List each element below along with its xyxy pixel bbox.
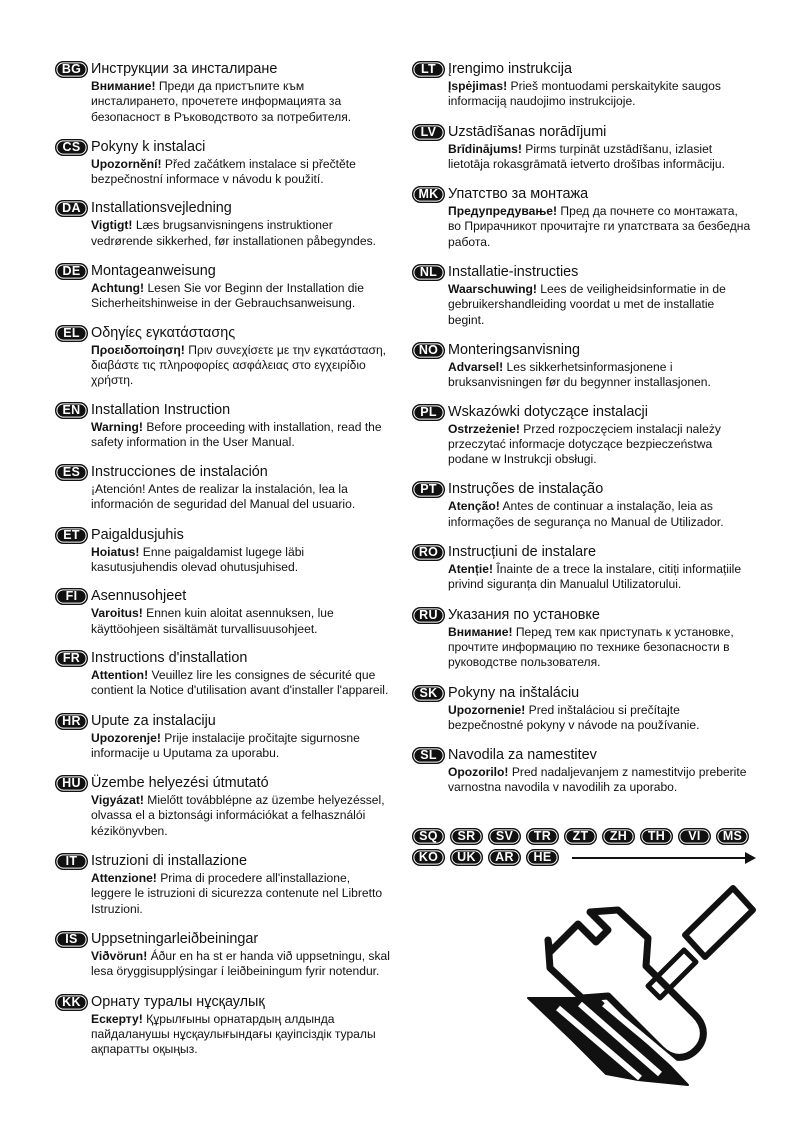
instruction-entry-da — [55, 199, 390, 249]
entry-title: Wskazówki dotyczące instalacji — [448, 403, 648, 420]
warning-text: Преди да пристъпите към инсталирането, прочетете информацията за безопасност в Ръководството за потребителя. — [91, 79, 352, 124]
language-badge: ES — [55, 464, 88, 481]
entry-title: Упатство за монтажа — [448, 186, 589, 203]
entry-title: Орнату туралы нұсқаулық — [91, 993, 265, 1010]
language-badge: TH — [640, 828, 673, 845]
language-badge: LT — [412, 61, 445, 78]
instruction-entry-lt — [412, 60, 752, 110]
warning-text: Pirms turpināt uzstādīšanu, izlasiet lietotāja rokasgrāmatā ietverto drošības informāciju. — [448, 141, 725, 171]
warning-text: Les sikkerhetsinformasjonene i bruksanvisningen før du begynner installasjonen. — [448, 359, 711, 390]
warning-text: Pred nadaljevanjem z namestitvijo preberite varnostna navodila v navodilih za uporabo. — [448, 765, 747, 795]
warning-label: Advarsel! — [448, 359, 504, 374]
entry-text — [91, 793, 390, 839]
entry-text — [448, 204, 752, 250]
warning-label: Внимание! — [448, 624, 513, 639]
entry-title: Paigaldusjuhis — [91, 526, 184, 543]
entry-title: Инструкции за инсталиране — [91, 61, 278, 77]
entry-title: Указания по установке — [448, 606, 600, 623]
instruction-entry-ro — [412, 543, 752, 593]
instruction-entry-lv — [412, 123, 752, 173]
warning-label: Varoitus! — [91, 606, 143, 621]
warning-label: Ескерту! — [91, 1011, 143, 1026]
language-badge: NL — [412, 264, 445, 281]
warning-label: Upozorenje! — [91, 730, 161, 745]
warning-text: Құрылғыны орнатардың алдында пайдаланушы нұсқаулығындағы қауіпсіздік туралы ақпаратты оқыңыз. — [91, 1011, 376, 1057]
warning-text: Prieš montuodami perskaitykite saugos informaciją naudojimo instrukcijoje. — [448, 79, 721, 109]
language-badge: IT — [55, 853, 88, 870]
entry-text — [448, 422, 752, 468]
language-badge: AR — [488, 849, 521, 866]
entry-title: Monteringsanvisning — [448, 341, 580, 358]
language-badge: SR — [450, 828, 483, 845]
warning-label: Brīdinājums! — [448, 141, 522, 156]
language-badge: BG — [55, 61, 88, 78]
language-badge: SV — [488, 828, 521, 845]
entry-title: Instruções de instalação — [448, 481, 604, 498]
language-badge: ET — [55, 527, 88, 544]
warning-text: Antes de continuar a instalação, leia as informações de segurança no Manual de Utilizador. — [448, 499, 724, 529]
language-badge: KO — [412, 849, 445, 866]
entry-text — [91, 871, 390, 917]
entry-text — [91, 545, 390, 576]
warning-text: Læs brugsanvisningens instruktioner vedrørende sikkerhed, før installationen påbegyndes. — [91, 218, 377, 248]
entry-text — [448, 765, 752, 796]
entry-title: Installatie-instructies — [448, 264, 579, 281]
warning-label: Предупредување! — [448, 204, 558, 219]
warning-label: Upozornenie! — [448, 702, 526, 717]
warning-text: Ennen kuin aloitat asennuksen, lue käyttöohjeen sisältämät turvallisuusohjeet. — [91, 606, 334, 636]
entry-title: Pokyny k instalaci — [91, 138, 206, 155]
warning-text: Înainte de a trece la instalare, citiți informațiile privind siguranța din Manualul Utilizatorului. — [448, 562, 742, 592]
entry-title: Installation Instruction — [91, 401, 231, 418]
language-badge: HU — [55, 775, 88, 792]
warning-label: Upozornění! — [91, 156, 162, 171]
language-badge: UK — [450, 849, 483, 866]
entry-text — [448, 625, 752, 671]
language-badge: ZT — [564, 828, 597, 845]
warning-label: Προειδοποίηση! — [91, 342, 185, 357]
warning-text: Enne paigaldamist lugege läbi kasutusjuhendis olevad ohutusjuhised. — [91, 544, 305, 575]
instruction-entry-de — [55, 262, 390, 312]
warning-text: Przed rozpoczęciem instalacji należy przeczytać informacje dotyczące bezpieczeństwa podane w Instrukcji obsługi. — [448, 421, 721, 467]
warning-text: Prima di procedere all'installazione, leggere le istruzioni di sicurezza contenute nel Libretto Istruzioni. — [91, 871, 383, 916]
language-badge: DE — [55, 263, 88, 280]
entry-title: Instrucțiuni de instalare — [448, 544, 596, 561]
entry-title: Instrucciones de instalación — [91, 464, 268, 481]
entry-title: Οδηγίες εγκατάστασης — [91, 324, 236, 341]
language-badge: EL — [55, 325, 88, 342]
entry-title: Uzstādīšanas norādījumi — [448, 123, 607, 140]
warning-label: Achtung! — [91, 281, 145, 296]
language-badge: MK — [412, 186, 445, 203]
warning-label: Attenzione! — [91, 871, 157, 886]
instruction-entry-en — [55, 401, 390, 451]
instruction-entry-fr — [55, 649, 390, 699]
entry-title: Instructions d'installation — [91, 649, 248, 666]
language-badge: IS — [55, 931, 88, 948]
warning-label: Atenção! — [448, 499, 500, 514]
entry-text — [91, 606, 390, 637]
instruction-entry-is — [55, 930, 390, 980]
language-badge: ZH — [602, 828, 635, 845]
other-languages-strip — [412, 828, 757, 870]
left-column — [55, 55, 390, 1057]
language-strip-row — [412, 828, 757, 845]
language-badge: NO — [412, 342, 445, 359]
language-badge: RO — [412, 544, 445, 561]
arrow-right-icon — [572, 857, 747, 859]
warning-text: ¡Atención! Antes de realizar la instalación, lea la información de seguridad del Manual del usuario. — [91, 482, 356, 512]
warning-label: Opozorilo! — [448, 765, 509, 780]
instruction-entry-no — [412, 341, 752, 391]
warning-text: Before proceeding with installation, read the safety information in the User Manual. — [91, 419, 382, 449]
instruction-entry-ru — [412, 606, 752, 671]
warning-text: Lesen Sie vor Beginn der Installation die Sicherheitshinweise in der Gebrauchsanweisung. — [91, 281, 364, 311]
entry-text — [91, 218, 390, 249]
warning-label: Waarschuwing! — [448, 282, 537, 297]
instruction-entry-et — [55, 526, 390, 576]
entry-text — [91, 420, 390, 451]
entry-title: Navodila za namestitev — [448, 747, 597, 764]
entry-title: Asennusohjeet — [91, 588, 187, 605]
entry-title: Üzembe helyezési útmutató — [91, 775, 269, 792]
entry-text — [91, 949, 390, 980]
instruction-entry-bg — [55, 60, 390, 125]
warning-text: Пред да почнете со монтажата, во Прирачникот прочитајте ги упатствата за безбедна работа. — [448, 204, 751, 249]
instruction-entry-es — [55, 463, 390, 513]
language-badge: SK — [412, 685, 445, 702]
warning-text: Πριν συνεχίσετε με την εγκατάσταση, διαβάστε τις πληροφορίες ασφάλειας στο εγχειρίδιο χρήστη. — [91, 342, 387, 388]
instruction-entry-hu — [55, 774, 390, 839]
warning-label: Įspėjimas! — [448, 79, 508, 93]
entry-text — [448, 282, 752, 328]
language-badge: KK — [55, 994, 88, 1011]
language-badge: FI — [55, 588, 88, 605]
entry-title: Montageanweisung — [91, 263, 216, 280]
warning-text: Pred inštaláciou si prečítajte bezpečnostné pokyny v návode na používanie. — [448, 702, 700, 732]
language-badge: DA — [55, 200, 88, 217]
warning-label: Attention! — [91, 667, 149, 682]
instruction-entry-el — [55, 324, 390, 389]
right-column — [412, 55, 752, 796]
language-badge: SL — [412, 747, 445, 764]
language-badge: FR — [55, 650, 88, 667]
warning-label: Viðvörun! — [91, 948, 148, 963]
warning-text: Veuillez lire les consignes de sécurité que contient la Notice d'utilisation avant d'installer l'appareil. — [91, 667, 389, 698]
entry-text — [448, 703, 752, 734]
entry-title: Installationsvejledning — [91, 200, 232, 217]
instruction-entry-pt — [412, 480, 752, 530]
instruction-entry-pl — [412, 403, 752, 468]
instruction-entry-sl — [412, 746, 752, 796]
entry-title: Uppsetningarleiðbeiningar — [91, 930, 259, 947]
instruction-entry-sk — [412, 684, 752, 734]
warning-label: Внимание! — [91, 79, 156, 93]
language-badge: LV — [412, 124, 445, 141]
language-badge: VI — [678, 828, 711, 845]
instruction-entry-mk — [412, 185, 752, 250]
warning-text: Áður en ha st er handa við uppsetningu, skal lesa öryggisupplýsingar í leiðbeiningum fyrir notendur. — [91, 948, 390, 979]
instruction-entry-it — [55, 852, 390, 917]
entry-text — [91, 343, 390, 389]
instruction-entry-kk — [55, 993, 390, 1058]
warning-text: Mielőtt továbblépne az üzembe helyezéssel, olvassa el a biztonsági információkat a felhasználói kézikönyvben. — [91, 793, 385, 838]
entry-text — [91, 157, 390, 188]
instruction-entry-cs — [55, 138, 390, 188]
instruction-entry-hr — [55, 712, 390, 762]
language-badge: EN — [55, 402, 88, 419]
entry-text — [448, 360, 752, 391]
language-badge: TR — [526, 828, 559, 845]
warning-text: Перед тем как приступать к установке, прочтите информацию по технике безопасности в руководстве пользователя. — [448, 624, 734, 670]
language-strip-row — [412, 849, 757, 866]
warning-text: Prije instalacije pročitajte sigurnosne informacije u Uputama za uporabu. — [91, 730, 360, 760]
entry-title: Pokyny na inštaláciu — [448, 684, 580, 701]
language-badge: PT — [412, 481, 445, 498]
instruction-entry-nl — [412, 263, 752, 328]
warning-label: Vigyázat! — [91, 793, 144, 808]
entry-text — [91, 731, 390, 762]
entry-text — [91, 1012, 390, 1058]
warning-label: Warning! — [91, 419, 143, 434]
warning-label: Ostrzeżenie! — [448, 421, 520, 436]
language-badge: HE — [526, 849, 559, 866]
language-badge: HR — [55, 713, 88, 730]
entry-text — [448, 142, 752, 173]
warning-text: Před začátkem instalace si přečtěte bezpečnostní informace v návodu k použití. — [91, 156, 356, 187]
entry-title: Upute za instalaciju — [91, 712, 216, 729]
entry-title: Istruzioni di installazione — [91, 853, 247, 870]
language-badge: MS — [716, 828, 749, 845]
language-badge: SQ — [412, 828, 445, 845]
entry-text — [91, 79, 390, 125]
entry-text — [91, 668, 390, 699]
language-badge: RU — [412, 607, 445, 624]
entry-text — [91, 482, 390, 513]
warning-label: Hoiatus! — [91, 544, 140, 559]
instruction-entry-fi — [55, 587, 390, 637]
entry-text — [448, 79, 752, 110]
entry-text — [448, 562, 752, 593]
entry-text — [91, 281, 390, 312]
language-badge: PL — [412, 404, 445, 421]
warning-text: Lees de veiligheidsinformatie in de gebruikershandleiding voordat u met de installatie begint. — [448, 282, 726, 327]
screwdriver-handle — [685, 888, 753, 957]
warning-label: Vigtigt! — [91, 218, 133, 233]
entry-text — [448, 499, 752, 530]
entry-title: Įrengimo instrukcija — [448, 61, 572, 77]
warning-label: Atenție! — [448, 562, 494, 577]
language-badge: CS — [55, 139, 88, 156]
wrench-and-screwdriver-icon — [520, 880, 760, 1090]
